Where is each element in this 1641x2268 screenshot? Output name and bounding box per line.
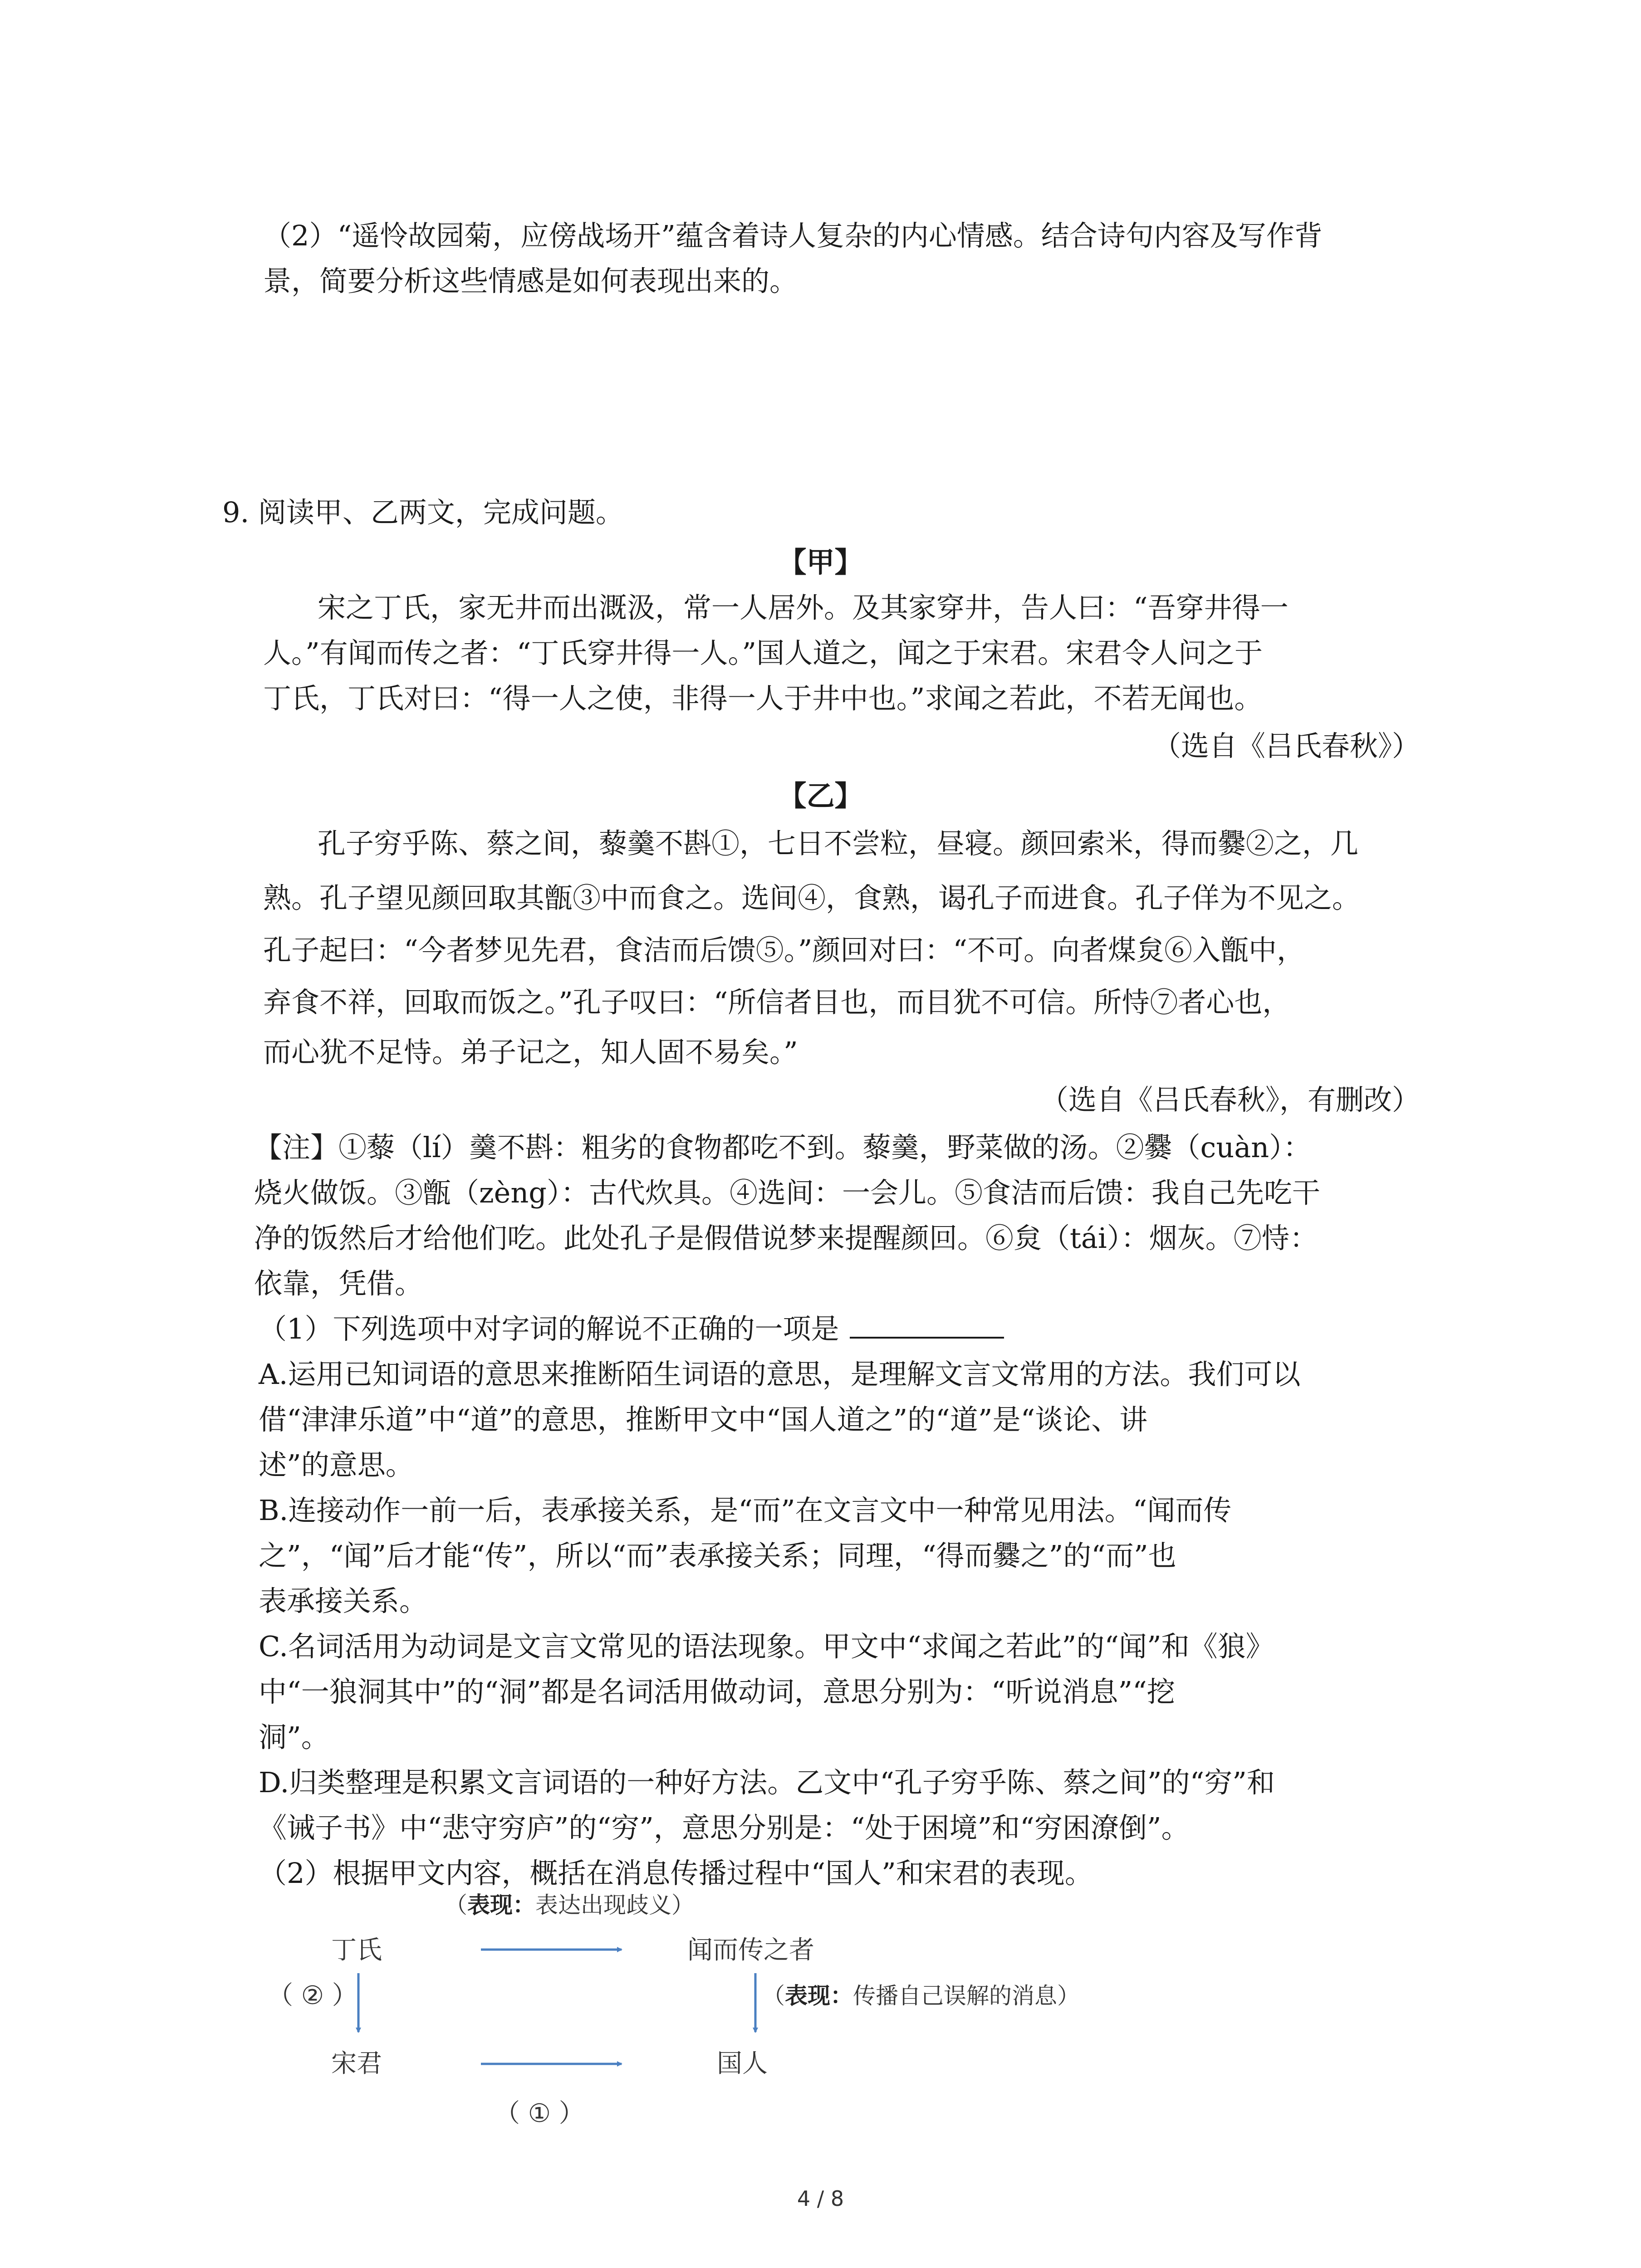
sub1-prompt: （1）下列选项中对字词的解说不正确的一项是 (259, 1312, 839, 1345)
notes-line-1: 【注】①藜（lí）羹不斟：粗劣的食物都吃不到。藜羹，野菜做的汤。②爨（cuàn）： (254, 1131, 1312, 1164)
option-d-line-2: 《诫子书》中“悲守穷庐”的“穷”，意思分别是：“处于困境”和“穷困潦倒”。 (259, 1811, 1190, 1844)
q8-part2-line-2: 景，简要分析这些情感是如何表现出来的。 (263, 264, 798, 298)
yi-line-5: 而心犹不足恃。弟子记之，知人固不易矣。” (263, 1036, 798, 1069)
option-d-line-1: D.归类整理是积累文言词语的一种好方法。乙文中“孔子穷乎陈、蔡之间”的“穷”和 (259, 1766, 1275, 1799)
option-b-line-1: B.连接动作一前一后，表承接关系，是“而”在文言文中一种常见用法。“闻而传 (259, 1494, 1232, 1527)
yi-line-3: 孔子起曰：“今者梦见先君，食洁而后馈⑤。”颜回对曰：“不可。向者煤炱⑥入甑中， (263, 934, 1305, 967)
yi-title: 【乙】 (778, 779, 863, 812)
notes-line-4: 依靠，凭借。 (254, 1267, 423, 1300)
jia-line-3: 丁氏，丁氏对曰：“得一人之使，非得一人于井中也。”求闻之若此，不若无闻也。 (263, 682, 1263, 715)
answer-blank[interactable] (850, 1309, 1004, 1339)
q8-part2-line-1: （2）“遥怜故园菊，应傍战场开”蕴含着诗人复杂的内心情感。结合诗句内容及写作背 (263, 219, 1323, 252)
jia-line-2: 人。”有闻而传之者：“丁氏穿井得一人。”国人道之，闻之于宋君。宋君令人问之于 (263, 636, 1263, 670)
yi-line-1: 孔子穷乎陈、蔡之间，藜羹不斟①，七日不尝粒，昼寝。颜回索米，得而爨②之，几 (318, 827, 1359, 860)
option-b-line-3: 表承接关系。 (259, 1584, 428, 1618)
yi-source: （选自《吕氏春秋》，有删改） (1040, 1083, 1420, 1116)
option-c-line-2: 中“一狼洞其中”的“洞”都是名词活用做动词，意思分别为：“听说消息”“挖 (259, 1675, 1175, 1708)
option-a-line-2: 借“津津乐道”中“道”的意思，推断甲文中“国人道之”的“道”是“谈论、讲 (259, 1403, 1148, 1436)
node-dingshi: 丁氏 (331, 1936, 382, 1965)
yi-line-2: 熟。孔子望见颜回取其甑③中而食之。选间④，食熟，谒孔子而进食。孔子佯为不见之。 (263, 881, 1361, 914)
sub2-prompt: （2）根据甲文内容，概括在消息传播过程中“国人”和宋君的表现。 (259, 1857, 1093, 1890)
yi-line-4: 弃食不祥，回取而饭之。”孔子叹曰：“所信者目也，而目犹不可信。所恃⑦者心也， (263, 986, 1291, 1019)
node-guoren: 国人 (717, 2049, 768, 2078)
option-a-line-3: 述”的意思。 (259, 1448, 414, 1481)
left-blank: （ ② ） (268, 1981, 358, 2010)
page-number: 4 / 8 (797, 2186, 844, 2211)
bottom-blank: （ ① ） (495, 2099, 584, 2128)
notes-line-2: 烧火做饭。③甑（zèng）：古代炊具。④选间：一会儿。⑤食洁而后馈：我自己先吃干 (254, 1176, 1320, 1209)
right-note-text: 传播自己误解的消息 (853, 1983, 1057, 2009)
option-c-line-3: 洞”。 (259, 1721, 329, 1754)
option-a-line-1: A.运用已知词语的意思来推断陌生词语的意思，是理解文言文常用的方法。我们可以 (259, 1358, 1301, 1391)
right-note: （表现：传播自己误解的消息） (762, 1983, 1080, 2009)
jia-source: （选自《吕氏春秋》） (1152, 729, 1420, 763)
sub1-prompt-row (259, 1306, 1004, 1352)
top-note-text: 表达出现歧义 (535, 1892, 671, 1918)
node-songjun: 宋君 (331, 2049, 382, 2078)
top-note: （表现：表达出现歧义） (445, 1892, 694, 1918)
node-wenchuan: 闻而传之者 (687, 1936, 814, 1965)
top-note-label: 表现： (467, 1892, 535, 1918)
option-c-line-1: C.名词活用为动词是文言文常见的语法现象。甲文中“求闻之若此”的“闻”和《狼》 (259, 1630, 1274, 1663)
jia-title: 【甲】 (778, 546, 863, 579)
q9-heading: 9. 阅读甲、乙两文，完成问题。 (222, 496, 624, 529)
notes-line-3: 净的饭然后才给他们吃。此处孔子是假借说梦来提醒颜回。⑥炱（tái）：烟灰。⑦恃： (254, 1222, 1318, 1255)
option-b-line-2: 之”，“闻”后才能“传”，所以“而”表承接关系；同理，“得而爨之”的“而”也 (259, 1539, 1176, 1572)
jia-line-1: 宋之丁氏，家无井而出溉汲，常一人居外。及其家穿井，告人曰：“吾穿井得一 (318, 591, 1288, 624)
right-note-label: 表现： (785, 1983, 853, 2009)
